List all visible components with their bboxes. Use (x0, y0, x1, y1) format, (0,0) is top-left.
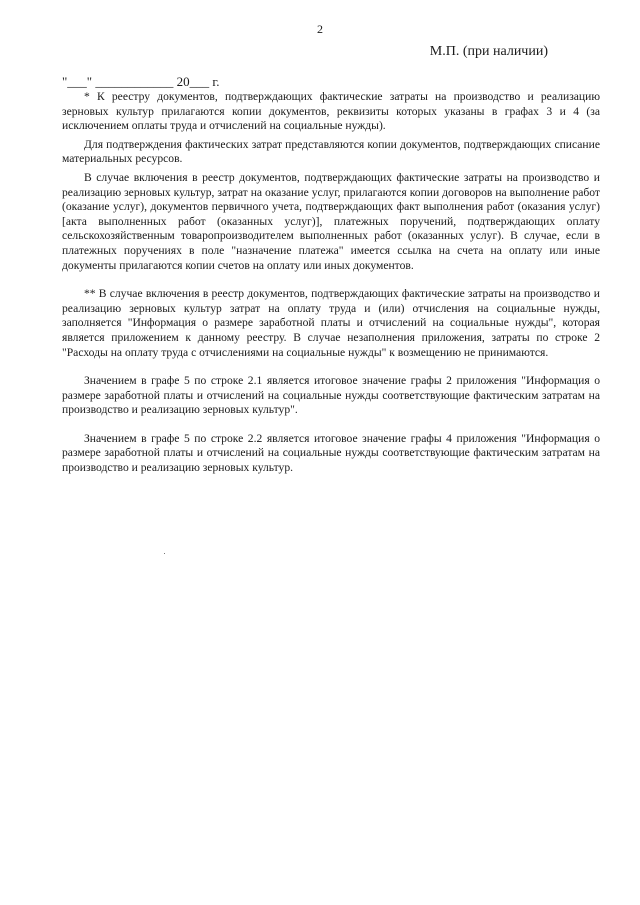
stamp-placeholder: М.П. (при наличии) (429, 44, 548, 59)
page-number: 2 (317, 22, 323, 36)
row-2-1-paragraph: Значением в графе 5 по строке 2.1 является итоговое значение графы 2 приложения "Информация о размере заработной платы и отчислений на социальные нужды соответствующие фактическим затратам на производство и реализацию зерновых культур". (62, 374, 600, 417)
scan-speck (164, 553, 165, 554)
services-paragraph: В случае включения в реестр документов, подтверждающих фактические затраты на производство и реализацию зерновых культур, затрат на оказание услуг, прилагаются копии договоров на выполнение работ (оказание услуг), документов первичного учета, подтверждающих факт выполнения работ (оказания услуг) [акта выполненных работ (оказанных услуг)], платежных поручений, подтверждающих оплату сельскохозяйственным товаропроизводителем выполненных работ (оказанных услуг). В случае, если в платежных поручениях в поле "назначение платежа" имеется ссылка на счета на оплату или иные документы прилагаются копии счетов на оплату или иных документов. (62, 170, 600, 272)
date-line: "___" ____________ 20___ г. (62, 74, 220, 89)
material-resources-paragraph: Для подтверждения фактических затрат представляются копии документов, подтверждающих списание материальных ресурсов. (62, 137, 600, 166)
footnote-1-paragraph: * К реестру документов, подтверждающих фактические затраты на производство и реализацию зерновых культур прилагаются копии документов, реквизиты которых указаны в графах 3 и 4 (за исключением оплаты труда и отчислений на социальные нужды). (62, 90, 600, 133)
footnotes-body (62, 90, 600, 476)
row-2-2-paragraph: Значением в графе 5 по строке 2.2 является итоговое значение графы 4 приложения "Информация о размере заработной платы и отчислений на социальные нужды соответствующие фактическим затратам на производство и реализацию зерновых культур. (62, 431, 600, 475)
footnote-2-paragraph: ** В случае включения в реестр документов, подтверждающих фактические затраты на производство и реализацию зерновых культур затрат на оплату труда и (или) отчисления на социальные нужды, заполняется "Информация о размере заработной платы и отчислений на социальные нужды", которая является приложением к данному реестру. В случае незаполнения приложения, затраты по строке 2 "Расходы на оплату труда с отчислениями на социальные нужды" к возмещению не принимаются. (62, 287, 600, 359)
